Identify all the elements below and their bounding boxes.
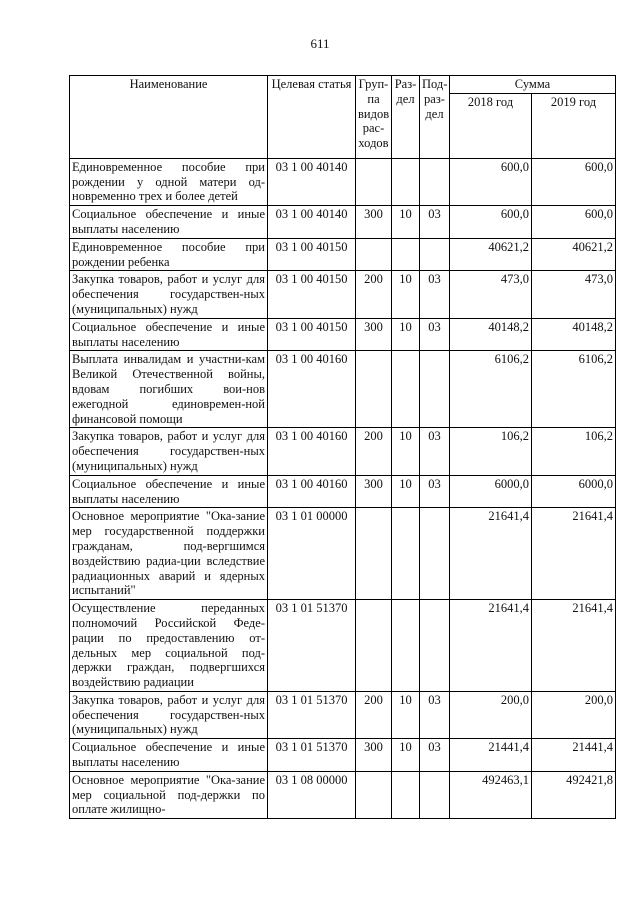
row-subsection [420,508,450,600]
header-target: Целевая статья [268,76,356,159]
row-subsection [420,771,450,818]
row-target: 03 1 00 40160 [268,428,356,475]
row-amount-2019: 21441,4 [532,739,616,772]
row-amount-2019: 600,0 [532,158,616,205]
row-name: Закупка товаров, работ и услуг для обеспечения государствен-ных (муниципальных) нужд [70,271,268,318]
table-row [70,238,616,271]
row-section: 10 [392,691,420,738]
row-group: 300 [356,206,392,239]
row-amount-2019: 6000,0 [532,475,616,508]
row-section [392,771,420,818]
row-group: 300 [356,475,392,508]
header-name: Наименование [70,76,268,159]
row-name: Закупка товаров, работ и услуг для обеспечения государствен-ных (муниципальных) нужд [70,691,268,738]
row-group: 200 [356,691,392,738]
row-subsection [420,158,450,205]
row-subsection: 03 [420,428,450,475]
row-amount-2018: 21641,4 [450,508,532,600]
row-section: 10 [392,739,420,772]
row-target: 03 1 00 40160 [268,351,356,428]
row-amount-2018: 21441,4 [450,739,532,772]
row-target: 03 1 00 40150 [268,318,356,351]
row-group: 200 [356,428,392,475]
header-sum: Сумма [450,76,616,94]
row-section: 10 [392,428,420,475]
row-section [392,600,420,692]
header-subsection: Под-раз-дел [420,76,450,159]
row-target: 03 1 01 00000 [268,508,356,600]
row-subsection [420,238,450,271]
row-amount-2018: 492463,1 [450,771,532,818]
row-subsection: 03 [420,271,450,318]
row-subsection: 03 [420,475,450,508]
table-row [70,600,616,692]
row-group: 300 [356,739,392,772]
budget-table [69,75,616,819]
table-row [70,271,616,318]
table-row [70,771,616,818]
row-name: Основное мероприятие "Ока-зание мер государственной поддержки гражданам, под-вергшимся воздействию радиа-ции вследствие радиационных аварий и ядерных испытаний" [70,508,268,600]
row-amount-2019: 21641,4 [532,600,616,692]
table-row [70,428,616,475]
row-section [392,238,420,271]
row-group [356,771,392,818]
row-section: 10 [392,318,420,351]
row-name: Социальное обеспечение и иные выплаты населению [70,475,268,508]
row-amount-2019: 200,0 [532,691,616,738]
row-amount-2018: 6000,0 [450,475,532,508]
row-group [356,158,392,205]
row-target: 03 1 00 40140 [268,206,356,239]
table-row [70,475,616,508]
table-row [70,351,616,428]
row-amount-2018: 600,0 [450,206,532,239]
row-amount-2018: 473,0 [450,271,532,318]
table-row [70,158,616,205]
row-target: 03 1 01 51370 [268,739,356,772]
row-section [392,158,420,205]
header-year-2019: 2019 год [532,93,616,158]
row-amount-2018: 40148,2 [450,318,532,351]
row-amount-2018: 106,2 [450,428,532,475]
row-target: 03 1 00 40140 [268,158,356,205]
row-subsection: 03 [420,739,450,772]
row-subsection: 03 [420,691,450,738]
header-group: Груп-па видов рас-ходов [356,76,392,159]
row-amount-2018: 200,0 [450,691,532,738]
table-row [70,508,616,600]
row-section: 10 [392,206,420,239]
row-group: 200 [356,271,392,318]
row-target: 03 1 00 40150 [268,238,356,271]
row-amount-2019: 6106,2 [532,351,616,428]
row-section: 10 [392,475,420,508]
row-amount-2018: 600,0 [450,158,532,205]
table-row [70,691,616,738]
row-group [356,600,392,692]
table-row [70,206,616,239]
page-number: 611 [310,36,330,51]
row-target: 03 1 00 40160 [268,475,356,508]
row-amount-2018: 21641,4 [450,600,532,692]
row-target: 03 1 08 00000 [268,771,356,818]
table-row [70,318,616,351]
row-name: Выплата инвалидам и участни-кам Великой Отечественной войны, вдовам погибших вои-нов ежегодной единовремен-ной финансовой помощи [70,351,268,428]
row-amount-2018: 40621,2 [450,238,532,271]
row-amount-2019: 40148,2 [532,318,616,351]
header-year-2018: 2018 год [450,93,532,158]
row-amount-2019: 473,0 [532,271,616,318]
row-name: Единовременное пособие при рождении у одной матери од-новременно трех и более детей [70,158,268,205]
row-amount-2019: 21641,4 [532,508,616,600]
row-subsection [420,351,450,428]
row-target: 03 1 01 51370 [268,691,356,738]
row-amount-2019: 40621,2 [532,238,616,271]
row-section [392,508,420,600]
row-name: Единовременное пособие при рождении ребенка [70,238,268,271]
row-group [356,351,392,428]
row-group [356,508,392,600]
row-group: 300 [356,318,392,351]
header-row [70,76,616,94]
row-target: 03 1 00 40150 [268,271,356,318]
row-target: 03 1 01 51370 [268,600,356,692]
row-section: 10 [392,271,420,318]
row-section [392,351,420,428]
row-name: Закупка товаров, работ и услуг для обеспечения государствен-ных (муниципальных) нужд [70,428,268,475]
row-amount-2019: 106,2 [532,428,616,475]
row-name: Социальное обеспечение и иные выплаты населению [70,318,268,351]
row-name: Осуществление переданных полномочий Российской Феде-рации по предоставлению от-дельных мер социальной под-держки граждан, подвергшихся воздействию радиации [70,600,268,692]
table-body [70,158,616,818]
header-section: Раз-дел [392,76,420,159]
row-amount-2018: 6106,2 [450,351,532,428]
row-name: Основное мероприятие "Ока-зание мер социальной под-держки по оплате жилищно- [70,771,268,818]
row-group [356,238,392,271]
table-row [70,739,616,772]
row-amount-2019: 492421,8 [532,771,616,818]
row-subsection [420,600,450,692]
row-name: Социальное обеспечение и иные выплаты населению [70,206,268,239]
row-subsection: 03 [420,206,450,239]
row-name: Социальное обеспечение и иные выплаты населению [70,739,268,772]
row-subsection: 03 [420,318,450,351]
row-amount-2019: 600,0 [532,206,616,239]
